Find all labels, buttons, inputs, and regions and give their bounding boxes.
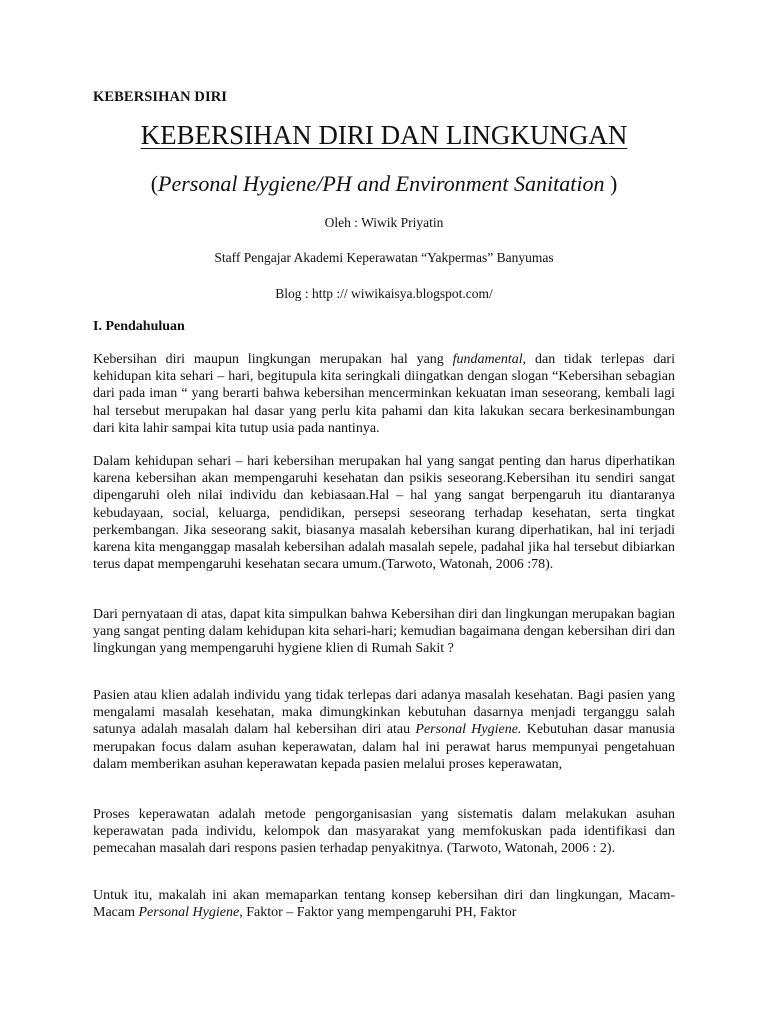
paragraph-6-emphasis: Personal Hygiene [138, 905, 240, 921]
paragraph-4-part-a: Pasien atau klien adalah individu yang tidak terlepas dari adanya masalah kesehatan. Bagi pasien yang mengalami masalah kesehatan, maka dimungkinkan kebutuhan dasarnya menjadi terganggu salah satunya adalah masalah dalam hal kebersihan diri atau [93, 688, 675, 738]
paragraph-4-emphasis: Personal Hygiene. [415, 722, 522, 738]
section-heading: I. Pendahuluan [93, 319, 185, 334]
document-title: KEBERSIHAN DIRI DAN LINGKUNGAN [140, 120, 628, 150]
paragraph-1-part-b: , dan tidak terlepas dari kehidupan kita sehari – hari, begitupula kita seringkali diingatkan dengan slogan “Kebersihan sebagian dari pada iman “ yang berarti bahwa kebersihan mencerminkan kekuatan iman seseorang, kembali lagi hal tersebut merupakan hal dasar yang perlu kita pahami dan kita lakukan secara berkesinambungan dari kita lahir sampai kita tutup usia pada nantinya. [93, 352, 675, 436]
paragraph-6-part-b: , Faktor – Faktor yang mempengaruhi PH, Faktor [239, 905, 517, 921]
paragraph-4 [93, 687, 675, 773]
paragraph-4-part-b: Kebutuhan dasar manusia merupakan focus dalam asuhan keperawatan, dalam hal ini perawat harus mempunyai pengetahuan dalam memberikan asuhan keperawatan kepada pasien melalui proses keperawatan, [93, 722, 675, 772]
subtitle-italic: Personal Hygiene/PH and Environment Sanitation [158, 171, 605, 196]
paragraph-1 [93, 351, 675, 437]
paragraph-1-part-a: Kebersihan diri maupun lingkungan merupakan hal yang [93, 352, 453, 367]
paragraph-6 [93, 887, 675, 921]
paragraph-6-part-a: Untuk itu, makalah ini akan memaparkan tentang konsep kebersihan diri dan lingkungan, Macam-Macam [93, 888, 675, 921]
document-subtitle [0, 171, 768, 197]
paragraph-5: Proses keperawatan adalah metode pengorganisasian yang sistematis dalam melakukan asuhan keperawatan pada individu, kelompok dan masyarakat yang memfokuskan pada identifikasi dan pemecahan masalah dari respons pasien terhadap penyakitnya. (Tarwoto, Watonah, 2006 : 2). [93, 807, 675, 857]
paragraph-3: Dari pernyataan di atas, dapat kita simpulkan bahwa Kebersihan diri dan lingkungan merupakan bagian yang sangat penting dalam kehidupan kita sehari-hari; kemudian bagaimana dengan kebersihan diri dan lingkungan yang mempengaruhi hygiene klien di Rumah Sakit ? [93, 607, 675, 657]
subtitle-close-paren: ) [604, 171, 618, 196]
affiliation-line: Staff Pengajar Akademi Keperawatan “Yakpermas” Banyumas [214, 250, 554, 265]
subtitle-open-paren: ( [150, 171, 159, 196]
blog-line: Blog : http :// wiwikaisya.blogspot.com/ [275, 286, 493, 301]
paragraph-1-emphasis: fundamental [452, 352, 523, 367]
author-line: Oleh : Wiwik Priyatin [324, 215, 444, 230]
paragraph-2: Dalam kehidupan sehari – hari kebersihan merupakan hal yang sangat penting dan harus diperhatikan karena kebersihan akan mempengaruhi kesehatan dan psikis seseorang.Kebersihan itu sendiri sangat dipengaruhi oleh nilai individu dan kebiasaan.Hal – hal yang sangat berpengaruh itu diantaranya kebudayaan, social, keluarga, pendidikan, persepsi seseorang terhadap kesehatan, serta tingkat perkembangan. Jika seseorang sakit, biasanya masalah kebersihan kurang diperhatikan, hal ini terjadi karena kita menganggap masalah kebersihan adalah masalah sepele, padahal jika hal tersebut dibiarkan terus dapat mempengaruhi kesehatan secara umum.(Tarwoto, Watonah, 2006 :78). [93, 454, 675, 573]
section-label: KEBERSIHAN DIRI [93, 89, 228, 105]
